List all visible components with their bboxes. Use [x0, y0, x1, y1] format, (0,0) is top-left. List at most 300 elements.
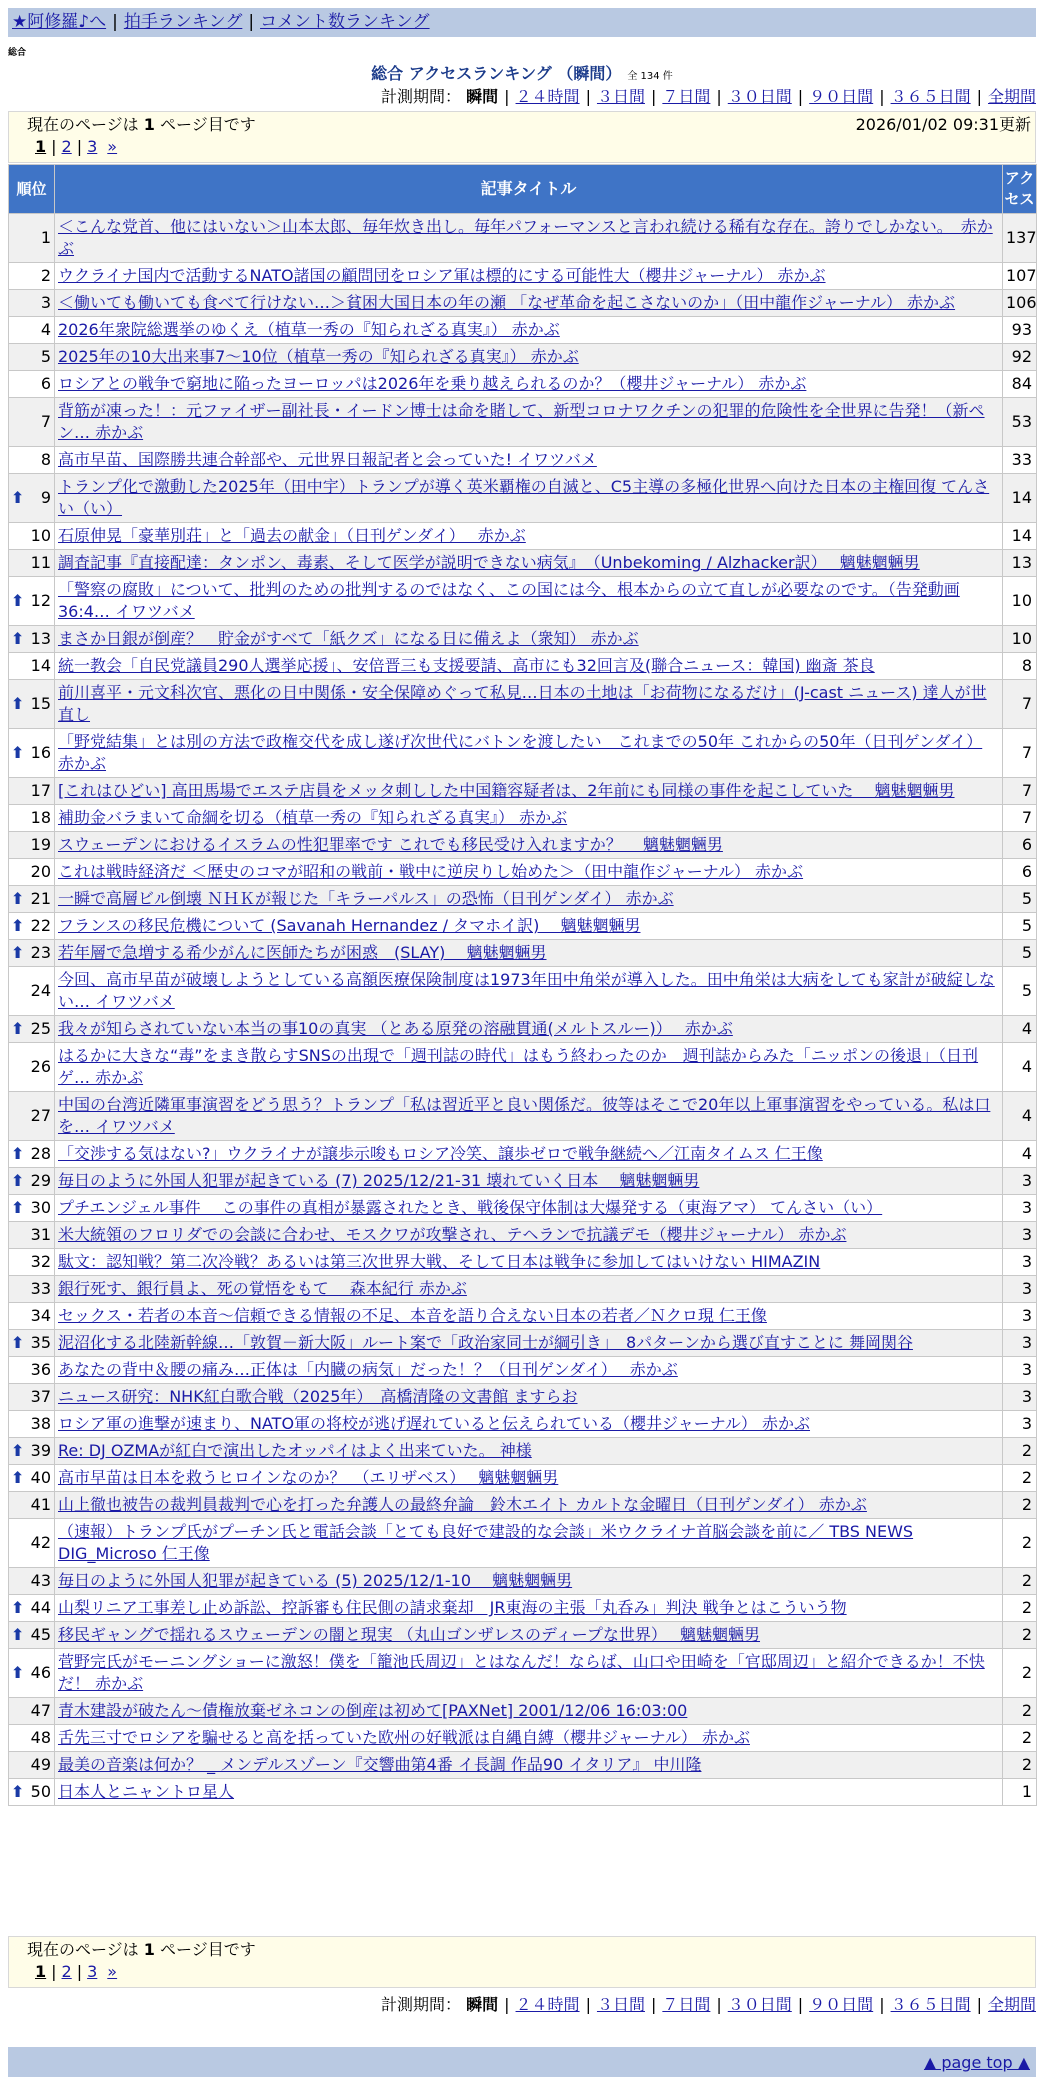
rank-number: 45: [30, 1625, 51, 1644]
title-cell: [55, 1043, 1003, 1092]
up-arrow-icon: ⬆: [11, 916, 25, 935]
rank-cell: [9, 1519, 55, 1568]
rank-number: 23: [30, 943, 51, 962]
title-cell: [55, 1092, 1003, 1141]
period-separator: |: [797, 87, 804, 106]
rank-number: 47: [30, 1701, 51, 1720]
title-cell: [55, 1519, 1003, 1568]
title-cell: [55, 1698, 1003, 1725]
access-count: 4: [1003, 1016, 1037, 1043]
rank-number: 16: [30, 743, 51, 762]
table-row: [9, 940, 1037, 967]
table-row: [9, 214, 1037, 263]
article-link[interactable]: 石原伸晃「豪華別荘」と「過去の献金」（日刊ゲンダイ） 赤かぶ: [58, 526, 526, 545]
table-row: [9, 1519, 1037, 1568]
item-count: 全 134 件: [627, 71, 673, 82]
access-count: 4: [1003, 1092, 1037, 1141]
article-link[interactable]: 若年層で急増する希少がんに医師たちが困惑 (SLAY) 魑魅魍魎男: [58, 943, 547, 962]
access-count: 2: [1003, 1622, 1037, 1649]
period-selector-top: [381, 87, 1036, 107]
period-365d-link[interactable]: ３６５日間: [890, 87, 971, 106]
rank-cell: [9, 1411, 55, 1438]
access-count: 5: [1003, 940, 1037, 967]
rank-cell: [9, 1357, 55, 1384]
rank-cell: [9, 371, 55, 398]
article-link[interactable]: 毎日のように外国人犯罪が起きている (5) 2025/12/1-10 魑魅魍魎男: [58, 1571, 573, 1590]
rank-number: 48: [30, 1728, 51, 1747]
title-cell: [55, 371, 1003, 398]
rank-number: 8: [40, 450, 51, 469]
table-row: [9, 344, 1037, 371]
title-cell: [55, 778, 1003, 805]
access-count: 10: [1003, 577, 1037, 626]
page-indicator-suffix: ページ目です: [154, 1940, 256, 1959]
table-row: [9, 1411, 1037, 1438]
title-cell: [55, 1725, 1003, 1752]
table-row: [9, 1725, 1037, 1752]
pagination-top: [27, 136, 1017, 158]
table-row: [9, 1357, 1037, 1384]
rank-number: 25: [30, 1019, 51, 1038]
rank-cell: [9, 1622, 55, 1649]
article-link[interactable]: これは戦時経済だ ＜歴史のコマが昭和の戦前・戦中に逆戻りし始めた＞（田中龍作ジャーナル） 赤かぶ: [58, 862, 804, 881]
rank-number: 39: [30, 1441, 51, 1460]
rank-number: 32: [30, 1252, 51, 1271]
article-link[interactable]: 前川喜平・元文科次官、悪化の日中関係・安全保障めぐって私見…日本の土地は「お荷物になるだけ」(J-cast ニュース) 達人が世直し: [58, 683, 987, 724]
rank-number: 31: [30, 1225, 51, 1244]
period-separator: |: [650, 87, 657, 106]
up-arrow-icon: ⬆: [11, 694, 25, 713]
title-cell: [55, 967, 1003, 1016]
title-cell: [55, 1384, 1003, 1411]
page-indicator-prefix: 現在のページは: [27, 1940, 144, 1959]
table-row: [9, 626, 1037, 653]
period-separator: |: [879, 1995, 885, 2014]
table-row: [9, 1330, 1037, 1357]
access-count: 4: [1003, 1141, 1037, 1168]
article-link[interactable]: 米大統領のフロリダでの会談に合わせ、モスクワが攻撃され、テヘランで抗議デモ（櫻井ジャーナル） 赤かぶ: [58, 1225, 847, 1244]
pagination-page-3[interactable]: 3: [87, 137, 98, 156]
up-arrow-icon: ⬆: [11, 1171, 25, 1190]
rank-number: 15: [30, 694, 51, 713]
up-arrow-icon: ⬆: [11, 1441, 25, 1460]
table-row: [9, 859, 1037, 886]
article-link[interactable]: 最美の音楽は何か？ _ メンデルスゾーン『交響曲第4番 イ長調 作品90 イタリア』 中川隆: [58, 1755, 702, 1774]
up-arrow-icon: ⬆: [11, 488, 25, 507]
article-link[interactable]: 青木建設が破たん～債権放棄ゼネコンの倒産は初めて[PAXNet] 2001/12/06 16:03:00: [58, 1701, 688, 1720]
rank-cell: [9, 550, 55, 577]
period-365d-link[interactable]: ３６５日間: [890, 1995, 971, 2014]
col-header-rank: 順位: [9, 165, 55, 214]
access-count: 14: [1003, 474, 1037, 523]
title-cell: [55, 1222, 1003, 1249]
article-link[interactable]: 2026年衆院総選挙のゆくえ（植草一秀の『知られざる真実』） 赤かぶ: [58, 320, 560, 339]
table-row: [9, 1438, 1037, 1465]
title-cell: [55, 214, 1003, 263]
article-link[interactable]: [これはひどい] 高田馬場でエステ店員をメッタ刺しした中国籍容疑者は、2年前にも同様の事件を起こしていた 魑魅魍魎男: [58, 781, 955, 800]
article-link[interactable]: 統一教会「自民党議員290人選挙応援」、安倍晋三も支援要請、高市にも32回言及(聯合ニュース：韓国) 幽斎 茶良: [58, 656, 875, 675]
title-cell: [55, 1411, 1003, 1438]
article-link[interactable]: ニュース研究：NHK紅白歌合戦（2025年） 高橋清隆の文書館 ますらお: [58, 1387, 578, 1406]
rank-number: 17: [30, 781, 51, 800]
access-count: 6: [1003, 832, 1037, 859]
article-link[interactable]: プチエンジェル事件 この事件の真相が暴露されたとき、戦後保守体制は大爆発する（東海アマ） てんさい（い）: [58, 1198, 883, 1217]
article-link[interactable]: （速報）トランプ氏がプーチン氏と電話会談「とても良好で建設的な会談」米ウクライナ首脳会談を前に／ TBS NEWS DIG_Microso 仁王像: [58, 1522, 914, 1563]
rank-cell: [9, 1465, 55, 1492]
article-link[interactable]: フランスの移民危機について (Savanah Hernandez / タマホイ訳) 魑魅魍魎男: [58, 916, 641, 935]
article-link[interactable]: 中国の台湾近隣軍事演習をどう思う？トランプ「私は習近平と良い関係だ。彼等はそこで20年以上軍事演習をやっている。私は口を… イワツバメ: [58, 1095, 991, 1136]
article-link[interactable]: はるかに大きな“毒”をまき散らすSNSの出現で「週刊誌の時代」はもう終わったのか 週刊誌からみた「ニッポンの後退」（日刊ゲ… 赤かぶ: [58, 1046, 979, 1087]
access-count: 4: [1003, 1043, 1037, 1092]
access-count: 5: [1003, 967, 1037, 1016]
title-cell: [55, 1330, 1003, 1357]
rank-cell: [9, 317, 55, 344]
period-all-link[interactable]: 全期間: [987, 87, 1036, 106]
article-link[interactable]: まさか日銀が倒産？ 貯金がすべて「紙クズ」になる日に備えよ（衆知） 赤かぶ: [58, 629, 639, 648]
rank-cell: [9, 398, 55, 447]
period-all-link[interactable]: 全期間: [987, 1995, 1036, 2014]
rank-number: 2: [40, 266, 51, 285]
pagination-current: 1: [35, 137, 47, 156]
pagination-bottom: [27, 1961, 1017, 1983]
title-cell: [55, 1492, 1003, 1519]
rank-cell: [9, 967, 55, 1016]
article-link[interactable]: あなたの背中＆腰の痛み…正体は「内臓の病気」だった！？（日刊ゲンダイ） 赤かぶ: [58, 1360, 678, 1379]
access-count: 3: [1003, 1411, 1037, 1438]
rank-number: 5: [40, 347, 51, 366]
period-current: 瞬間: [466, 1995, 499, 2014]
rank-number: 41: [30, 1495, 51, 1514]
table-row: [9, 1303, 1037, 1330]
period-3d-link[interactable]: ３日間: [596, 1995, 645, 2014]
period-separator: |: [585, 1995, 591, 2014]
rank-number: 7: [40, 412, 51, 431]
nav-home-link[interactable]: ★阿修羅♪へ: [12, 12, 107, 32]
rank-number: 43: [30, 1571, 51, 1590]
access-count: 3: [1003, 1222, 1037, 1249]
period-label: 計測期間：: [381, 1995, 462, 2014]
rank-number: 29: [30, 1171, 51, 1190]
rank-number: 36: [30, 1360, 51, 1379]
table-row: [9, 729, 1037, 778]
rank-cell: [9, 1195, 55, 1222]
rank-number: 20: [30, 862, 51, 881]
table-row: [9, 550, 1037, 577]
col-header-access: アクセス: [1003, 165, 1037, 214]
page-info-bottom: [8, 1936, 1036, 1988]
rank-number: 37: [30, 1387, 51, 1406]
rank-cell: [9, 805, 55, 832]
period-separator: |: [976, 1995, 982, 2014]
title-cell: [55, 317, 1003, 344]
pagination-next[interactable]: »: [107, 137, 118, 156]
rank-number: 38: [30, 1414, 51, 1433]
rank-cell: [9, 913, 55, 940]
title-cell: [55, 1016, 1003, 1043]
article-link[interactable]: 高市早苗、国際勝共連合幹部や、元世界日報記者と会っていた! イワツバメ: [58, 450, 597, 469]
article-link[interactable]: 高市早苗は日本を救うヒロインなのか？ （エリザベス） 魑魅魍魎男: [58, 1468, 559, 1487]
rank-cell: [9, 1249, 55, 1276]
rank-number: 34: [30, 1306, 51, 1325]
access-count: 2: [1003, 1465, 1037, 1492]
table-row: [9, 523, 1037, 550]
access-count: 5: [1003, 886, 1037, 913]
pagination-page-2[interactable]: 2: [61, 1962, 72, 1981]
title-cell: [55, 1168, 1003, 1195]
nav-separator: |: [248, 12, 255, 32]
table-row: [9, 805, 1037, 832]
rank-cell: [9, 626, 55, 653]
rank-number: 12: [30, 591, 51, 610]
article-link[interactable]: 移民ギャングで揺れるスウェーデンの闇と現実 （丸山ゴンザレスのディープな世界） 魑魅魍魎男: [58, 1625, 761, 1644]
article-link[interactable]: 「警察の腐敗」について、批判のための批判するのではなく、この国には今、根本からの立て直しが必要なのです。（告発動画36:4… イワツバメ: [58, 580, 960, 621]
page-info-top: [8, 111, 1036, 163]
article-link[interactable]: ウクライナ国内で活動するNATO諸国の顧問団をロシア軍は標的にする可能性大（櫻井ジャーナル） 赤かぶ: [58, 266, 826, 285]
article-link[interactable]: 調査記事『直接配達：タンポン、毒素、そして医学が説明できない病気』 （Unbekoming / Alzhacker訳） 魑魅魍魎男: [58, 553, 920, 572]
rank-number: 35: [30, 1333, 51, 1352]
period-7d-link[interactable]: ７日間: [662, 1995, 711, 2014]
article-link[interactable]: トランプ化で激動した2025年（田中宇）トランプが導く英米覇権の自滅と、C5主導の多極化世界へ向けた日本の主権回復 てんさい（い）: [58, 477, 990, 518]
title-cell: [55, 1649, 1003, 1698]
rank-cell: [9, 447, 55, 474]
rank-number: 49: [30, 1755, 51, 1774]
period-separator: |: [650, 1995, 657, 2014]
rank-cell: [9, 1698, 55, 1725]
period-7d-link[interactable]: ７日間: [662, 87, 711, 106]
article-link[interactable]: ＜働いても働いても食べて行けない…＞貧困大国日本の年の瀬 「なぜ革命を起こさないのか」（田中龍作ジャーナル） 赤かぶ: [58, 293, 956, 312]
article-link[interactable]: ＜こんな党首、他にはいない＞山本太郎、毎年炊き出し。毎年パフォーマンスと言われ続ける稀有な存在。誇りでしかない。 赤かぶ: [58, 217, 993, 258]
title-cell: [55, 1357, 1003, 1384]
up-arrow-icon: ⬆: [11, 943, 25, 962]
access-count: 3: [1003, 1303, 1037, 1330]
top-nav-bar: [8, 8, 1036, 37]
article-link[interactable]: 駄文：認知戦？第二次冷戦？あるいは第三次世界大戦、そして日本は戦争に参加してはいけない HIMAZIN: [58, 1252, 821, 1271]
period-separator: |: [585, 87, 591, 106]
access-count: 2: [1003, 1595, 1037, 1622]
access-count: 3: [1003, 1384, 1037, 1411]
title-cell: [55, 550, 1003, 577]
title-cell: [55, 1195, 1003, 1222]
rank-cell: [9, 1330, 55, 1357]
pagination-separator: |: [76, 137, 83, 156]
access-count: 3: [1003, 1168, 1037, 1195]
table-row: [9, 1092, 1037, 1141]
up-arrow-icon: ⬆: [11, 1625, 25, 1644]
rank-cell: [9, 214, 55, 263]
access-count: 14: [1003, 523, 1037, 550]
rank-number: 27: [30, 1106, 51, 1125]
nav-separator: |: [112, 12, 118, 32]
rank-cell: [9, 1649, 55, 1698]
access-count: 107: [1003, 263, 1037, 290]
rank-cell: [9, 1168, 55, 1195]
period-90d-link[interactable]: ９０日間: [809, 1995, 874, 2014]
article-link[interactable]: 背筋が凍った！：元ファイザー副社長・イードン博士は命を賭して、新型コロナワクチンの犯罪的危険性を全世界に告発！（新ペン… 赤かぶ: [58, 401, 985, 442]
period-30d-link[interactable]: ３０日間: [727, 87, 792, 106]
access-count: 2: [1003, 1725, 1037, 1752]
article-link[interactable]: 「野党結集」とは別の方法で政権交代を成し遂げ次世代にバトンを渡したい これまでの50年 これからの50年（日刊ゲンダイ） 赤かぶ: [58, 732, 983, 773]
access-count: 2: [1003, 1438, 1037, 1465]
table-row: [9, 1465, 1037, 1492]
table-row: [9, 398, 1037, 447]
article-link[interactable]: ロシア軍の進撃が速まり、NATO軍の将校が逃げ遅れていると伝えられている（櫻井ジャーナル） 赤かぶ: [58, 1414, 811, 1433]
period-24h-link[interactable]: ２４時間: [515, 87, 580, 106]
table-row: [9, 832, 1037, 859]
title-cell: [55, 1249, 1003, 1276]
access-count: 3: [1003, 1330, 1037, 1357]
up-arrow-icon: ⬆: [11, 889, 25, 908]
access-count: 92: [1003, 344, 1037, 371]
period-3d-link[interactable]: ３日間: [596, 87, 645, 106]
article-link[interactable]: 日本人とニャントロ星人: [58, 1782, 235, 1801]
rank-cell: [9, 729, 55, 778]
pagination-page-3[interactable]: 3: [87, 1962, 98, 1981]
up-arrow-icon: ⬆: [11, 629, 25, 648]
table-row: [9, 1568, 1037, 1595]
rank-cell: [9, 940, 55, 967]
article-link[interactable]: スウェーデンにおけるイスラムの性犯罪率です これでも移民受け入れますか？ 魑魅魍魎男: [58, 835, 723, 854]
access-count: 93: [1003, 317, 1037, 344]
table-row: [9, 1752, 1037, 1779]
article-link[interactable]: 銀行死す、銀行員よ、死の覚悟をもて 森本紀行 赤かぶ: [58, 1279, 467, 1298]
col-header-title: 記事タイトル: [55, 165, 1003, 214]
access-count: 3: [1003, 1195, 1037, 1222]
period-selector-bottom: [381, 1995, 1036, 2015]
title-cell: [55, 1752, 1003, 1779]
title-cell: [55, 1595, 1003, 1622]
article-link[interactable]: 泥沼化する北陸新幹線…「敦賀－新大阪」ルート案で「政治家同士が綱引き」 8パターンから選び直すことに 舞岡関谷: [58, 1333, 913, 1352]
rank-cell: [9, 832, 55, 859]
article-link[interactable]: 山梨リニア工事差し止め訴訟、控訴審も住民側の請求棄却 JR東海の主張「丸呑み」判決 戦争とはこういう物: [58, 1598, 847, 1617]
table-row: [9, 1195, 1037, 1222]
period-30d-link[interactable]: ３０日間: [727, 1995, 792, 2014]
title-cell: [55, 805, 1003, 832]
access-count: 2: [1003, 1519, 1037, 1568]
table-row: [9, 317, 1037, 344]
rank-cell: [9, 1303, 55, 1330]
rank-number: 11: [30, 553, 51, 572]
article-link[interactable]: 2025年の10大出来事7～10位（植草一秀の『知られざる真実』） 赤かぶ: [58, 347, 579, 366]
period-90d-link[interactable]: ９０日間: [809, 87, 874, 106]
article-link[interactable]: 山上徹也被告の裁判員裁判で心を打った弁護人の最終弁論 鈴木エイト カルトな金曜日（日刊ゲンダイ） 赤かぶ: [58, 1495, 867, 1514]
title-cell: [55, 523, 1003, 550]
rank-number: 46: [30, 1663, 51, 1682]
table-row: [9, 886, 1037, 913]
article-link[interactable]: 補助金バラまいて命綱を切る（植草一秀の『知られざる真実』） 赤かぶ: [58, 808, 568, 827]
table-row: [9, 1649, 1037, 1698]
rank-number: 50: [30, 1782, 51, 1801]
title-cell: [55, 1276, 1003, 1303]
pagination-separator: |: [76, 1962, 83, 1981]
access-count: 7: [1003, 729, 1037, 778]
table-row: [9, 1222, 1037, 1249]
table-row: [9, 1698, 1037, 1725]
article-link[interactable]: 「交渉する気はない?」ウクライナが譲歩示唆もロシア冷笑、譲歩ゼロで戦争継続へ／江南タイムス 仁王像: [58, 1144, 823, 1163]
title-cell: [55, 653, 1003, 680]
table-header-row: [9, 165, 1037, 214]
table-row: [9, 1168, 1037, 1195]
title-cell: [55, 913, 1003, 940]
rank-number: 1: [40, 228, 51, 247]
page-indicator-suffix: ページ目です: [154, 115, 256, 134]
page-top-link[interactable]: ▲ page top ▲: [923, 2053, 1030, 2072]
article-link[interactable]: 今回、高市早苗が破壊しようとしている高額医療保険制度は1973年田中角栄が導入した。田中角栄は大病をしても家計が破綻しない… イワツバメ: [58, 970, 995, 1011]
access-count: 5: [1003, 913, 1037, 940]
rank-cell: [9, 263, 55, 290]
pagination-next[interactable]: »: [107, 1962, 118, 1981]
article-link[interactable]: 毎日のように外国人犯罪が起きている (7) 2025/12/21-31 壊れていく日本 魑魅魍魎男: [58, 1171, 700, 1190]
rank-cell: [9, 1492, 55, 1519]
article-link[interactable]: 菅野完氏がモーニングショーに激怒！僕を「籠池氏周辺」とはなんだ！ならば、山口や田崎を「官邸周辺」と紹介できるか！不快だ！ 赤かぶ: [58, 1652, 985, 1693]
rank-cell: [9, 859, 55, 886]
rank-number: 9: [40, 488, 51, 507]
up-arrow-icon: ⬆: [11, 1468, 25, 1487]
table-row: [9, 1492, 1037, 1519]
access-count: 13: [1003, 550, 1037, 577]
rank-cell: [9, 1276, 55, 1303]
article-link[interactable]: 我々が知らされていない本当の事10の真実 （とある原発の溶融貫通(メルトスルー)） 赤かぶ: [58, 1019, 733, 1038]
rank-cell: [9, 474, 55, 523]
footer-bar: [8, 2047, 1036, 2077]
article-link[interactable]: ロシアとの戦争で窮地に陥ったヨーロッパは2026年を乗り越えられるのか？（櫻井ジャーナル） 赤かぶ: [58, 374, 807, 393]
rank-number: 13: [30, 629, 51, 648]
period-24h-link[interactable]: ２４時間: [515, 1995, 580, 2014]
up-arrow-icon: ⬆: [11, 591, 25, 610]
rank-cell: [9, 1092, 55, 1141]
title-cell: [55, 577, 1003, 626]
up-arrow-icon: ⬆: [11, 1333, 25, 1352]
access-count: 2: [1003, 1752, 1037, 1779]
nav-comment-ranking-link[interactable]: コメント数ランキング: [260, 12, 430, 32]
ranking-table-body: [9, 214, 1037, 1806]
nav-applause-ranking-link[interactable]: 拍手ランキング: [123, 12, 243, 32]
title-cell: [55, 680, 1003, 729]
rank-number: 40: [30, 1468, 51, 1487]
rank-number: 30: [30, 1198, 51, 1217]
article-link[interactable]: 一瞬で高層ビル倒壊 ＮＨＫが報じた「キラーパルス」の恐怖（日刊ゲンダイ） 赤かぶ: [58, 889, 674, 908]
table-row: [9, 1595, 1037, 1622]
rank-number: 4: [40, 320, 51, 339]
rank-number: 14: [30, 656, 51, 675]
table-row: [9, 1043, 1037, 1092]
table-row: [9, 290, 1037, 317]
table-row: [9, 1384, 1037, 1411]
access-count: 1: [1003, 1779, 1037, 1806]
up-arrow-icon: ⬆: [11, 1598, 25, 1617]
title-cell: [55, 474, 1003, 523]
pagination-separator: |: [51, 137, 57, 156]
access-count: 8: [1003, 653, 1037, 680]
pagination-page-2[interactable]: 2: [61, 137, 72, 156]
title-cell: [55, 832, 1003, 859]
period-separator: |: [716, 1995, 722, 2014]
rank-cell: [9, 523, 55, 550]
access-count: 84: [1003, 371, 1037, 398]
rank-number: 26: [30, 1057, 51, 1076]
article-link[interactable]: セックス・若者の本音～信頼できる情報の不足、本音を語り合えない日本の若者／Ｎクロ現 仁王像: [58, 1306, 767, 1325]
access-count: 2: [1003, 1649, 1037, 1698]
up-arrow-icon: ⬆: [11, 1198, 25, 1217]
access-count: 2: [1003, 1698, 1037, 1725]
table-row: [9, 447, 1037, 474]
period-separator: |: [716, 87, 722, 106]
article-link[interactable]: Re: DJ OZMAが紅白で演出したオッパイはよく出来ていた。 神様: [58, 1441, 532, 1460]
rank-number: 33: [30, 1279, 51, 1298]
title-cell: [55, 859, 1003, 886]
title-cell: [55, 290, 1003, 317]
article-link[interactable]: 舌先三寸でロシアを騙せると高を括っていた欧州の好戦派は自縄自縛（櫻井ジャーナル） 赤かぶ: [58, 1728, 750, 1747]
rank-cell: [9, 1141, 55, 1168]
